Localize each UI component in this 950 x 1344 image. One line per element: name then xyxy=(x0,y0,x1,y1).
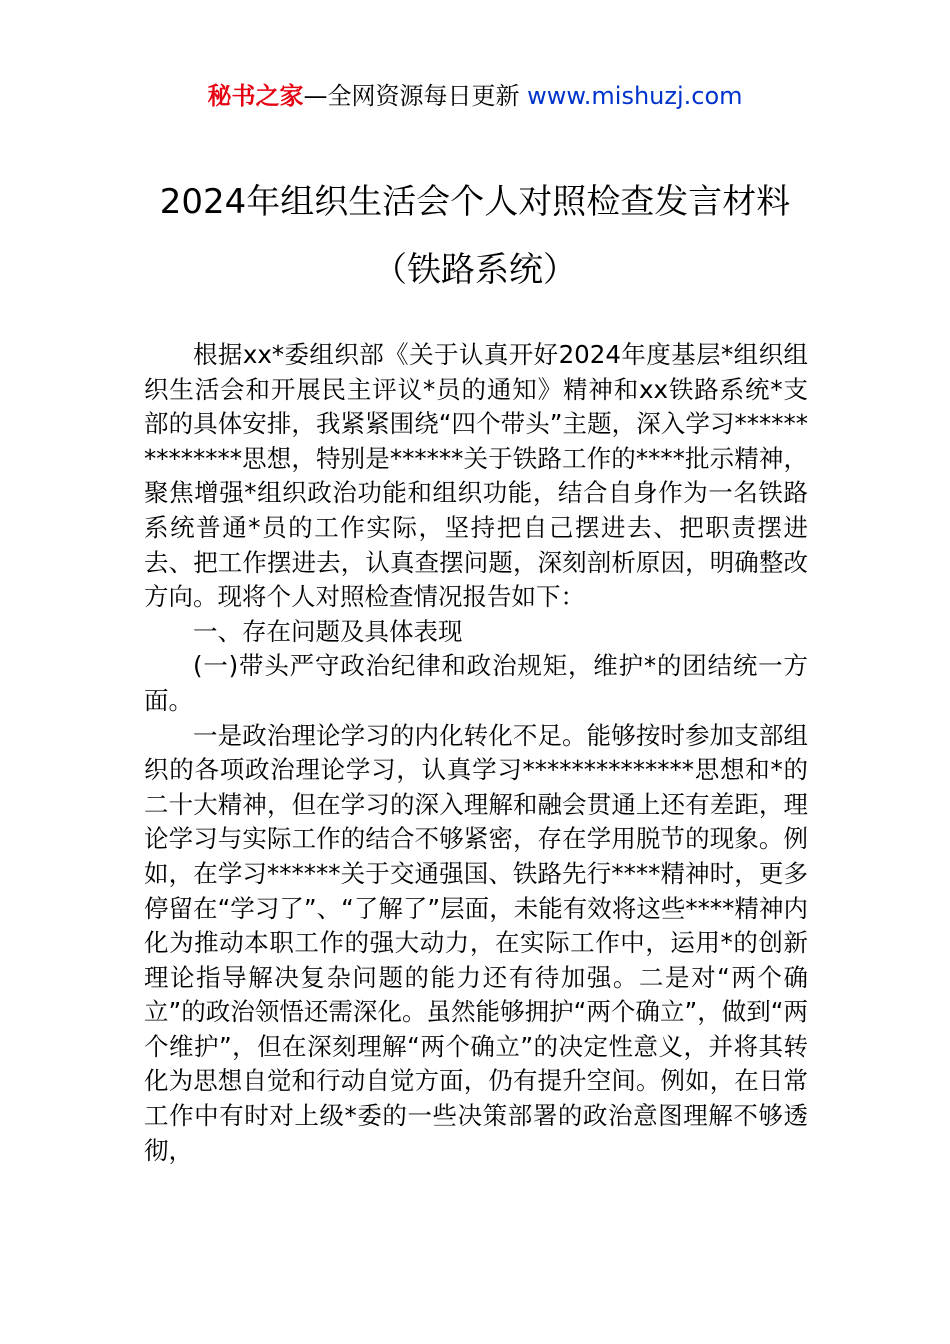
document-title: 2024年组织生活会个人对照检查发言材料 xyxy=(159,182,791,222)
paragraph-body: 一是政治理论学习的内化转化不足。能够按时参加支部组织的各项政治理论学习，认真学习**************思想和*的二十大精神，但在学习的深入理解和融会贯通上还有差距，理论学习与实际工作的结合不够紧密，存在学用脱节的现象。例如，在学习******关于交通强国、铁路先行****精神时，更多停留在“学习了”、“了解了”层面，未能有效将这些****精神内化为推动本职工作的强大动力，在实际工作中，运用*的创新理论指导解决复杂问题的能力还有待加强。二是对“两个确立”的政治领悟还需深化。虽然能够拥护“两个确立”，做到“两个维护”，但在深刻理解“两个确立”的决定性意义，并将其转化为思想自觉和行动自觉方面，仍有提升空间。例如，在日常工作中有时对上级*委的一些决策部署的政治意图理解不够透彻， xyxy=(144,720,808,1165)
site-brand: 秘书之家 xyxy=(207,82,304,110)
document-body xyxy=(144,338,808,1168)
paragraph-intro: 根据xx*委组织部《关于认真开好2024年度基层*组织组织生活会和开展民主评议*员的通知》精神和xx铁路系统*支部的具体安排，我紧紧围绕“四个带头”主题，深入学习**************思想，特别是******关于铁路工作的****批示精神，聚焦增强*组织政治功能和组织功能，结合自身作为一名铁路系统普通*员的工作实际，坚持把自己摆进去、把职责摆进去、把工作摆进去，认真查摆问题，深刻剖析原因，明确整改方向。现将个人对照检查情况报告如下： xyxy=(144,340,808,612)
document-subtitle: （铁路系统） xyxy=(373,250,577,290)
site-header xyxy=(0,80,950,112)
subsection-heading: (一)带头严守政治纪律和政治规矩，维护*的团结统一方面。 xyxy=(144,651,808,715)
site-slogan: —全网资源每日更新 xyxy=(303,82,520,110)
site-url-link[interactable]: www.mishuzj.com xyxy=(527,82,743,110)
section-heading: 一、存在问题及具体表现 xyxy=(193,616,463,646)
